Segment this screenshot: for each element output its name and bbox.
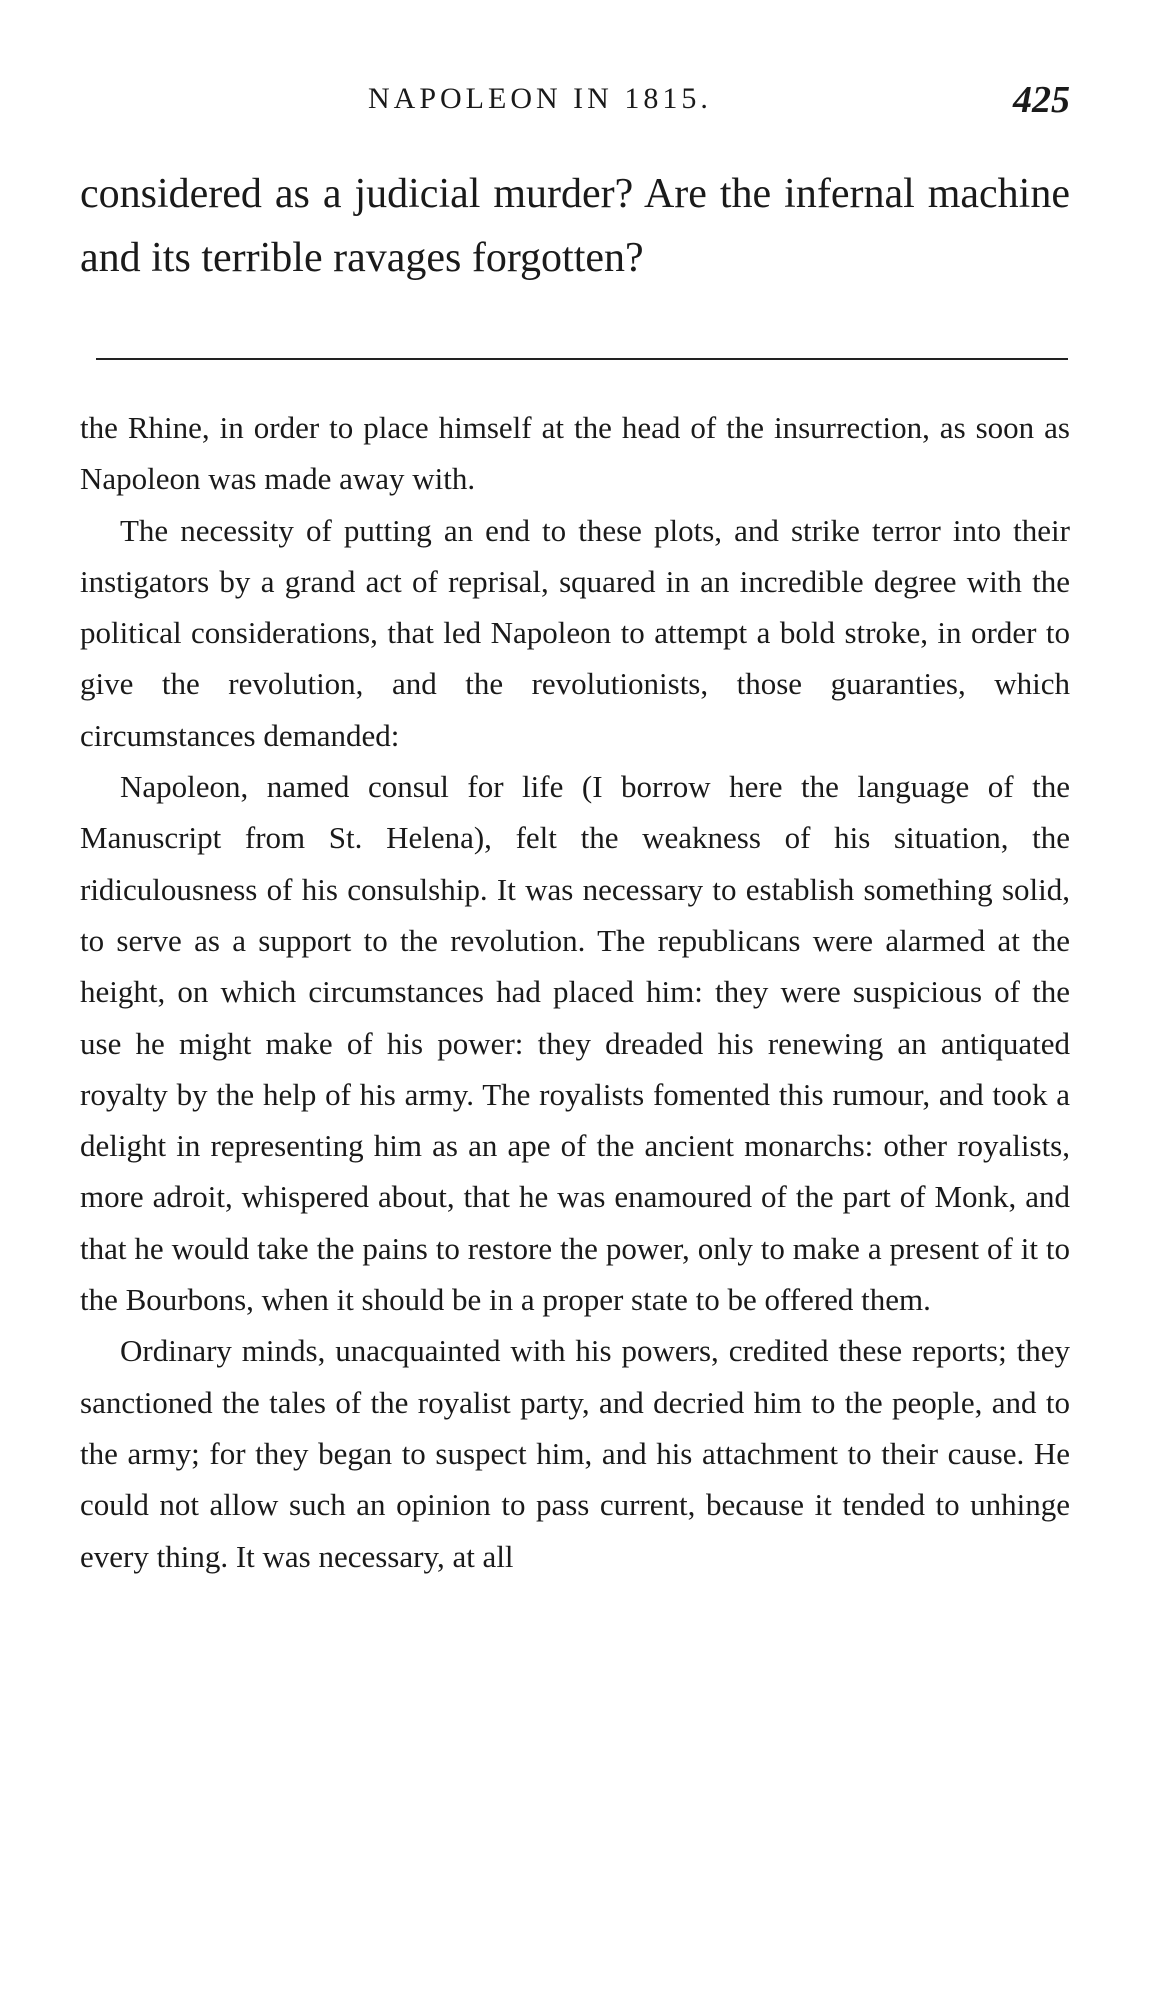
separator-rule — [96, 358, 1068, 360]
page-number: 425 — [1013, 79, 1070, 121]
paragraph: Napoleon, named consul for life (I borrow here the language of the Manuscript from St. Helena), felt the weakness of his situation, the ridiculousness of his consulship. It was necessary to establish something solid, to serve as a support to the revolution. The republicans were alarmed at the height, on which circumstances had placed him: they were suspicious of the use he might make of his power: they dreaded his renewing an antiquated royalty by the help of his army. The royalists fomented this rumour, and took a delight in representing him as an ape of the ancient monarchs: other royalists, more adroit, whispered about, that he was enamoured of the part of Monk, and that he would take the pains to restore the power, only to make a present of it to the Bourbons, when it should be in a proper state to be offered them. — [80, 769, 1070, 1318]
paragraph: Ordinary minds, unacquainted with his powers, credited these reports; they sanctioned the tales of the royalist party, and decried him to the people, and to the army; for they began to suspect him, and his attachment to their cause. He could not allow such an opinion to pass current, because it tended to unhinge every thing. It was necessary, at all — [80, 1333, 1070, 1574]
carryover-text: considered as a judicial murder? Are the infernal machine and its terrible ravages forgotten? — [80, 171, 1070, 281]
running-head — [80, 79, 1070, 132]
main-text — [80, 402, 1070, 1582]
paragraph: The necessity of putting an end to these plots, and strike terror into their instigators by a grand act of reprisal, squared in an incredible degree with the political considerations, that led Napoleon to attempt a bold stroke, in order to give the revolution, and the revolutionists, those guaranties, which circumstances demanded: — [80, 512, 1070, 753]
running-title: NAPOLEON IN 1815. — [368, 82, 712, 115]
paragraph: the Rhine, in order to place himself at the head of the insurrection, as soon as Napoleon was made away with. — [80, 410, 1070, 497]
